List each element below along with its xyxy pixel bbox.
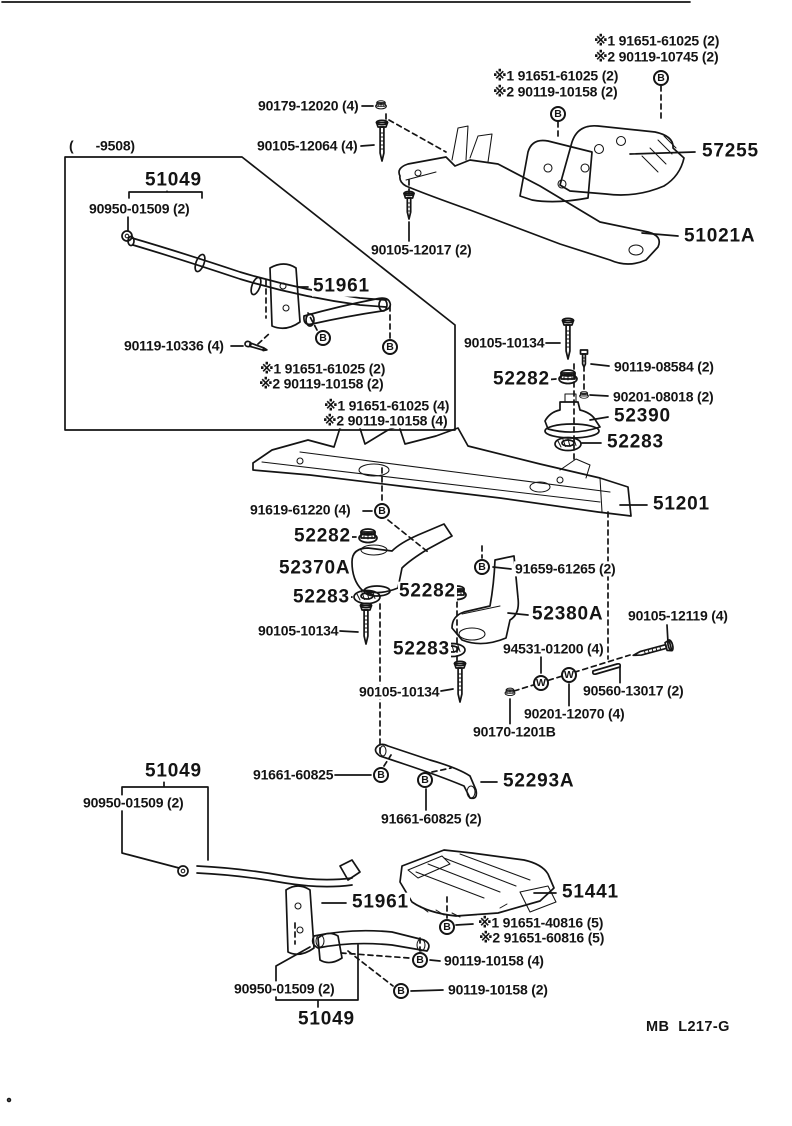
part-57255: 57255 bbox=[702, 140, 759, 162]
num-90950-01509-top: 90950-01509 (2) bbox=[89, 200, 190, 217]
part-51961-bottom: 51961 bbox=[352, 891, 409, 913]
part-52282-low: 52282 bbox=[399, 580, 456, 602]
num-90119-08584: 90119-08584 (2) bbox=[614, 358, 714, 375]
circled-b-marker: B bbox=[393, 983, 409, 999]
num-90105-12119: 90105-12119 (4) bbox=[628, 607, 728, 624]
ref-91651-61025-2-topmid: ※1 91651-61025 (2) bbox=[493, 67, 619, 84]
part-51049-top: 51049 bbox=[145, 169, 202, 191]
ref-91651-61025-2-topright: ※1 91651-61025 (2) bbox=[594, 32, 720, 49]
ref-90119-10158-2-box: ※2 90119-10158 (2) bbox=[259, 375, 384, 392]
ref-91651-61025-4: ※1 91651-61025 (4) bbox=[324, 397, 450, 414]
part-52283-low: 52283 bbox=[393, 638, 450, 660]
num-91659-61265: 91659-61265 (2) bbox=[515, 560, 616, 577]
circled-b-marker: B bbox=[550, 106, 566, 122]
part-51049-bottom: 51049 bbox=[298, 1008, 355, 1030]
num-94531-01200: 94531-01200 (4) bbox=[503, 640, 604, 657]
num-90201-12070: 90201-12070 (4) bbox=[524, 705, 625, 722]
part-51441: 51441 bbox=[562, 881, 619, 903]
note-variant: ( -9508) bbox=[69, 137, 135, 154]
circled-b-marker: B bbox=[374, 503, 390, 519]
num-90119-10158-2: 90119-10158 (2) bbox=[448, 981, 548, 998]
circled-b-marker: B bbox=[439, 919, 455, 935]
num-91661-60825: 91661-60825 bbox=[253, 766, 334, 783]
num-90119-10158-4: 90119-10158 (4) bbox=[444, 952, 544, 969]
part-52282-top: 52282 bbox=[493, 368, 550, 390]
part-52380A: 52380A bbox=[532, 603, 604, 625]
num-90560-13017: 90560-13017 (2) bbox=[583, 682, 684, 699]
part-51201: 51201 bbox=[653, 493, 710, 515]
part-52283-top: 52283 bbox=[607, 431, 664, 453]
circled-b-marker: B bbox=[382, 339, 398, 355]
num-90201-08018: 90201-08018 (2) bbox=[613, 388, 714, 405]
circled-b-marker: B bbox=[315, 330, 331, 346]
part-52293A: 52293A bbox=[503, 770, 575, 792]
part-51021A: 51021A bbox=[684, 225, 756, 247]
circled-b-marker: B bbox=[417, 772, 433, 788]
part-52390: 52390 bbox=[614, 405, 671, 427]
circled-b-marker: B bbox=[373, 767, 389, 783]
num-90105-12017: 90105-12017 (2) bbox=[371, 241, 472, 258]
num-91661-60825-2: 91661-60825 (2) bbox=[381, 810, 482, 827]
circled-b-marker: B bbox=[474, 559, 490, 575]
circled-w-marker: W bbox=[561, 667, 577, 683]
num-90950-01509-bottomleft: 90950-01509 (2) bbox=[83, 794, 184, 811]
part-52282-mid: 52282 bbox=[294, 525, 351, 547]
part-52370A: 52370A bbox=[279, 557, 351, 579]
page-code: MB L217-G bbox=[646, 1019, 730, 1036]
ref-91651-61025-2-box: ※1 91651-61025 (2) bbox=[260, 360, 386, 377]
num-90105-10134-b: 90105-10134 bbox=[359, 683, 440, 700]
num-91619-61220: 91619-61220 (4) bbox=[250, 501, 351, 518]
part-51049-bottomleft: 51049 bbox=[145, 760, 202, 782]
num-90105-10134-top: 90105-10134 bbox=[464, 334, 545, 351]
num-90170-1201B: 90170-1201B bbox=[473, 723, 556, 740]
circled-b-marker: B bbox=[412, 952, 428, 968]
ref-91651-60816-5: ※2 91651-60816 (5) bbox=[479, 929, 605, 946]
ref-90119-10745-2: ※2 90119-10745 (2) bbox=[594, 48, 719, 65]
ref-91651-40816-5: ※1 91651-40816 (5) bbox=[478, 914, 604, 931]
num-90950-01509-bottom: 90950-01509 (2) bbox=[234, 980, 335, 997]
ref-90119-10158-2-topmid: ※2 90119-10158 (2) bbox=[493, 83, 618, 100]
num-90179-12020: 90179-12020 (4) bbox=[258, 97, 359, 114]
num-90105-12064: 90105-12064 (4) bbox=[257, 137, 358, 154]
num-90119-10336: 90119-10336 (4) bbox=[124, 337, 224, 354]
ref-90119-10158-4: ※2 90119-10158 (4) bbox=[323, 412, 448, 429]
part-52283-mid: 52283 bbox=[293, 586, 350, 608]
circled-w-marker: W bbox=[533, 675, 549, 691]
part-51961-top: 51961 bbox=[313, 275, 370, 297]
num-90105-10134-a: 90105-10134 bbox=[258, 622, 339, 639]
circled-b-marker: B bbox=[653, 70, 669, 86]
